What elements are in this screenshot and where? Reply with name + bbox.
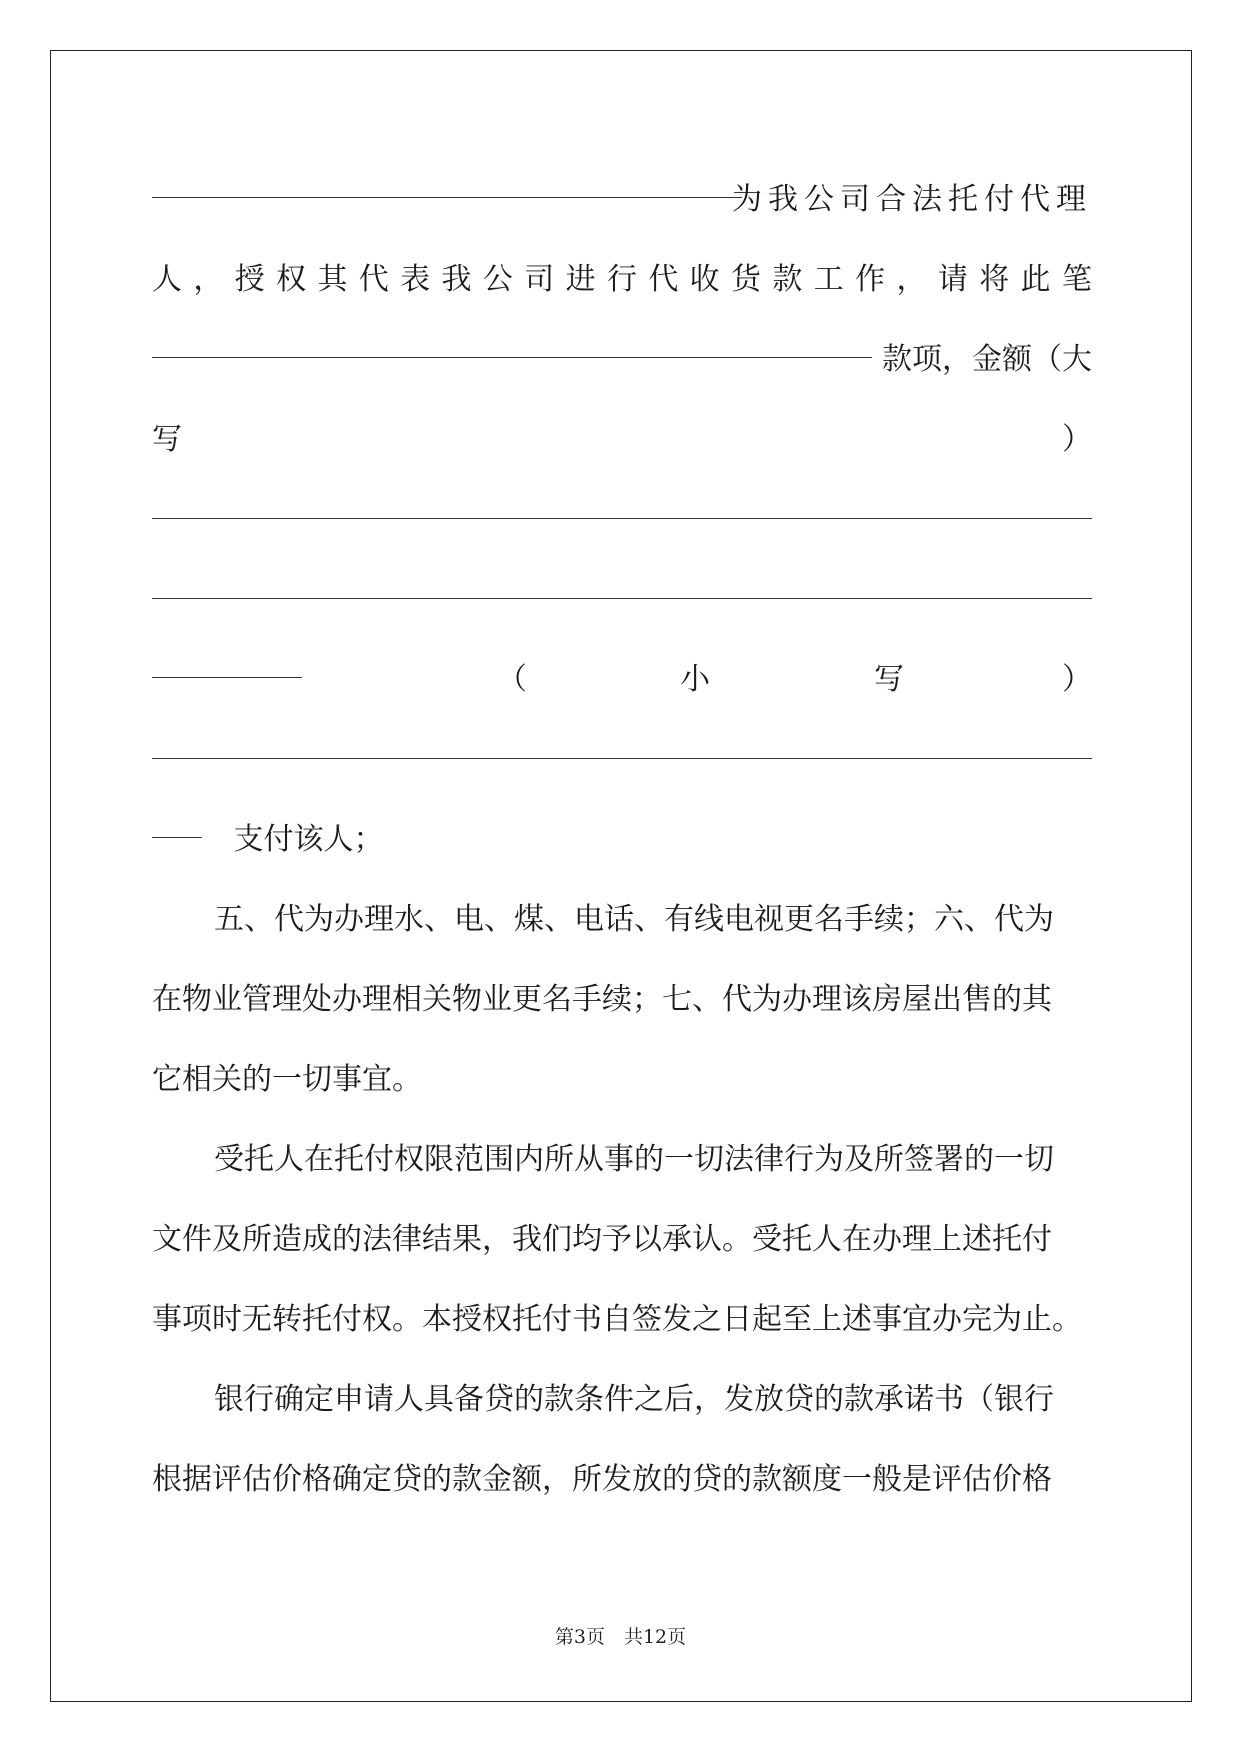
paragraph-3-line-2: 根据评估价格确定贷的款金额，所发放的贷的款额度一般是评估价格 [152,1462,1052,1497]
authorization-char: 货 [731,262,762,297]
paragraph-2-line-1: 受托人在托付权限范围内所从事的一切法律行为及所签署的一切 [214,1142,1054,1177]
authorization-char: 工 [813,262,844,297]
line-uppercase [152,400,1092,480]
paragraph-1-line-1: 五、代为办理水、电、煤、电话、有线电视更名手续；六、代为 [214,902,1054,937]
close-paren: ） [1062,662,1092,697]
open-paren: （ [497,662,527,697]
authorization-char: 代 [358,262,389,297]
authorization-char: 笔 [1061,262,1092,297]
authorization-char: 人 [152,262,182,297]
line-agent [152,160,1092,240]
line-amount [152,320,1092,400]
authorization-char: 此 [1020,262,1051,297]
write-label: 写 [874,662,904,697]
authorization-char: ， [193,262,224,297]
small-label: 小 [680,662,710,697]
authorization-char: 进 [565,262,596,297]
blank-line [152,197,742,198]
authorization-char: 表 [400,262,431,297]
authorization-char: 授 [234,262,265,297]
authorization-char: 将 [979,262,1010,297]
blank-line [152,357,872,358]
paragraph-2-line-3: 事项时无转托付权。本授权托付书自签发之日起至上述事宜办完为止。 [152,1302,1082,1337]
line-lowercase [152,640,1092,720]
authorization-char: 收 [689,262,720,297]
paragraph-1-line-2: 在物业管理处办理相关物业更名手续；七、代为办理该房屋出售的其 [152,982,1052,1017]
authorization-char: 作 [855,262,886,297]
authorization-char: 公 [482,262,513,297]
line-authorization [152,240,1092,320]
authorization-char: 请 [937,262,968,297]
blank-line-full [152,720,1092,800]
close-paren: ） [1062,422,1092,457]
blank-line [152,837,202,838]
authorization-char: 款 [772,262,803,297]
authorization-char: 我 [441,262,472,297]
paragraph-3-line-1: 银行确定申请人具备贷的款条件之后，发放贷的款承诺书（银行 [214,1382,1054,1417]
blank-line [152,677,302,678]
amount-text: 款项，金额（大 [882,342,1092,377]
blank-line-full [152,560,1092,640]
authorization-char: 权 [276,262,307,297]
authorization-char: 司 [524,262,555,297]
paragraph-1-line-3: 它相关的一切事宜。 [152,1062,422,1097]
document-body [152,160,1092,1520]
authorization-char: 其 [317,262,348,297]
page-number: 第3页 共12页 [554,1626,687,1648]
agent-text: 为我公司合法托付代理 [732,182,1092,217]
authorization-char: 行 [606,262,637,297]
authorization-char: ， [896,262,927,297]
line-pay [152,800,1092,880]
blank-line-full [152,480,1092,560]
paragraph-2-line-2: 文件及所造成的法律结果，我们均予以承认。受托人在办理上述托付 [152,1222,1052,1257]
uppercase-label: 写 [152,422,182,457]
authorization-char: 代 [648,262,679,297]
pay-text: 支付该人； [233,822,384,857]
